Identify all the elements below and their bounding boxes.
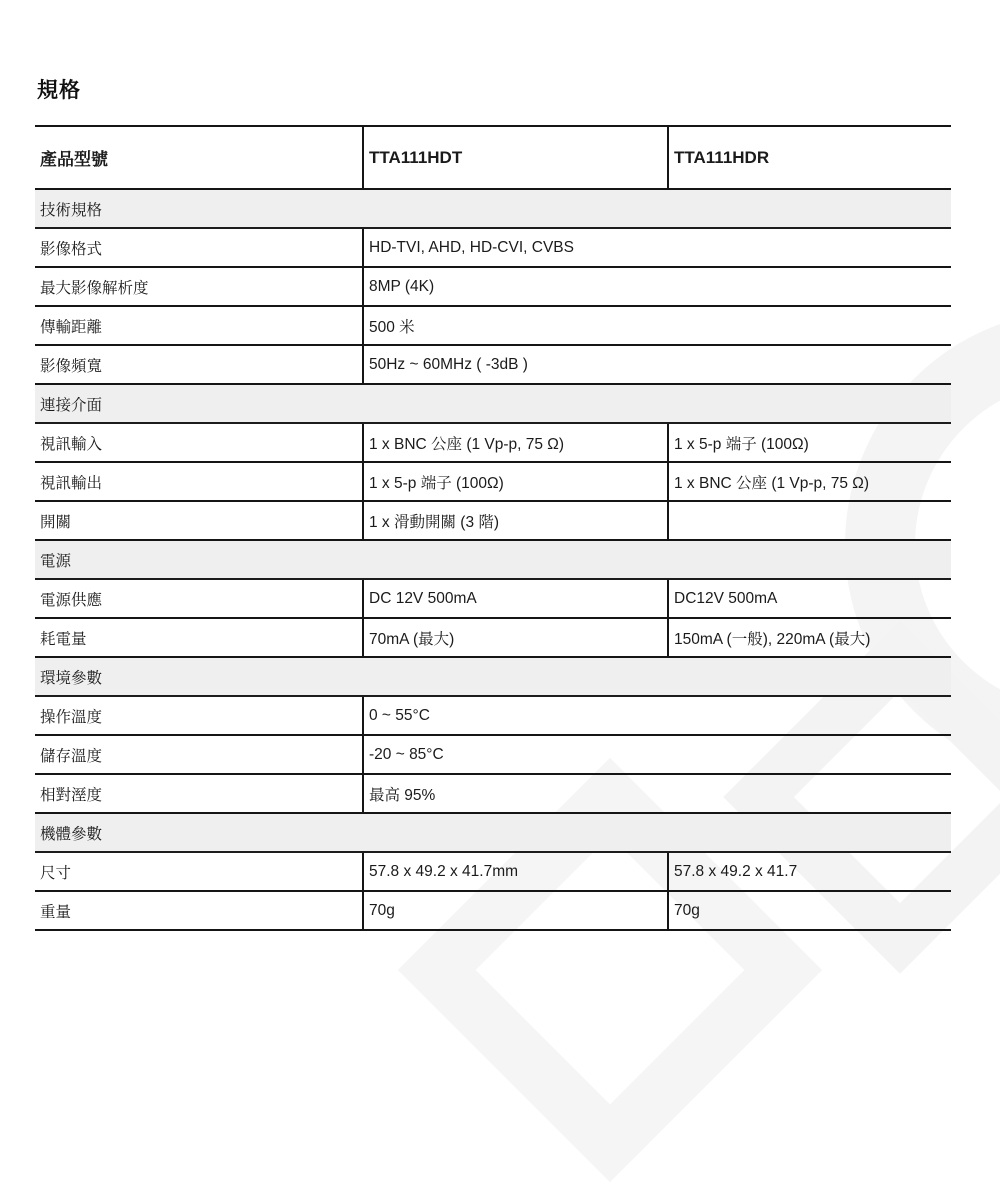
spec-value-tta111hdr: DC12V 500mA bbox=[667, 580, 951, 617]
spec-table bbox=[35, 125, 951, 931]
spec-value-tta111hdr: 70g bbox=[667, 892, 951, 929]
spec-table-body bbox=[35, 190, 951, 931]
spec-value-tta111hdt: 1 x BNC 公座 (1 Vp-p, 75 Ω) bbox=[362, 424, 667, 461]
spec-label: 重量 bbox=[40, 903, 72, 921]
spec-value-shared: HD-TVI, AHD, HD-CVI, CVBS bbox=[362, 229, 951, 266]
spec-label: 相對溼度 bbox=[40, 786, 103, 804]
spec-value-tta111hdt: 57.8 x 49.2 x 41.7mm bbox=[362, 853, 667, 890]
spec-row bbox=[35, 463, 951, 502]
spec-label: 電源供應 bbox=[40, 591, 103, 609]
header-model-tta111hdr: TTA111HDR bbox=[667, 127, 951, 188]
header-model-tta111hdt: TTA111HDT bbox=[362, 127, 667, 188]
spec-row bbox=[35, 268, 951, 307]
section-row bbox=[35, 190, 951, 229]
spec-label: 儲存溫度 bbox=[40, 747, 103, 765]
section-row bbox=[35, 541, 951, 580]
section-row bbox=[35, 658, 951, 697]
spec-value-tta111hdr: 57.8 x 49.2 x 41.7 bbox=[667, 853, 951, 890]
section-row bbox=[35, 814, 951, 853]
spec-value-tta111hdr: 1 x BNC 公座 (1 Vp-p, 75 Ω) bbox=[667, 463, 951, 500]
spec-label: 操作溫度 bbox=[40, 708, 103, 726]
spec-row bbox=[35, 736, 951, 775]
spec-label: 傳輸距離 bbox=[40, 318, 103, 336]
section-label: 連接介面 bbox=[35, 385, 951, 422]
spec-row bbox=[35, 229, 951, 268]
spec-label: 開關 bbox=[40, 513, 72, 531]
spec-value-shared: 8MP (4K) bbox=[362, 268, 951, 305]
spec-value-shared: 50Hz ~ 60MHz ( -3dB ) bbox=[362, 346, 951, 383]
spec-row bbox=[35, 580, 951, 619]
section-row bbox=[35, 385, 951, 424]
spec-label: 影像格式 bbox=[40, 240, 103, 258]
spec-value-tta111hdt: 70g bbox=[362, 892, 667, 929]
spec-value-tta111hdr: 1 x 5-p 端子 (100Ω) bbox=[667, 424, 951, 461]
spec-value-shared: -20 ~ 85°C bbox=[362, 736, 951, 773]
spec-label: 耗電量 bbox=[40, 630, 87, 648]
spec-label: 視訊輸出 bbox=[40, 474, 103, 492]
section-label: 技術規格 bbox=[35, 190, 951, 227]
spec-row bbox=[35, 346, 951, 385]
spec-label: 視訊輸入 bbox=[40, 435, 103, 453]
spec-row bbox=[35, 853, 951, 892]
spec-value-tta111hdt: DC 12V 500mA bbox=[362, 580, 667, 617]
spec-value-tta111hdt: 1 x 滑動開關 (3 階) bbox=[362, 502, 667, 539]
section-label: 機體參數 bbox=[35, 814, 951, 851]
spec-value-shared: 500 米 bbox=[362, 307, 951, 344]
spec-value-shared: 0 ~ 55°C bbox=[362, 697, 951, 734]
spec-value-tta111hdr bbox=[667, 502, 951, 539]
spec-row bbox=[35, 697, 951, 736]
spec-value-tta111hdt: 1 x 5-p 端子 (100Ω) bbox=[362, 463, 667, 500]
spec-row bbox=[35, 502, 951, 541]
table-header-row bbox=[35, 127, 951, 190]
spec-label: 最大影像解析度 bbox=[40, 279, 149, 297]
spec-row bbox=[35, 307, 951, 346]
spec-label: 尺寸 bbox=[40, 864, 72, 882]
section-label: 環境參數 bbox=[35, 658, 951, 695]
spec-value-tta111hdt: 70mA (最大) bbox=[362, 619, 667, 656]
spec-row bbox=[35, 892, 951, 931]
page-title: 規格 bbox=[37, 79, 81, 102]
spec-row bbox=[35, 775, 951, 814]
spec-value-shared: 最高 95% bbox=[362, 775, 951, 812]
spec-value-tta111hdr: 150mA (一般), 220mA (最大) bbox=[667, 619, 951, 656]
spec-row bbox=[35, 619, 951, 658]
header-product-model-label: 產品型號 bbox=[40, 150, 108, 169]
section-label: 電源 bbox=[35, 541, 951, 578]
spec-row bbox=[35, 424, 951, 463]
spec-label: 影像頻寬 bbox=[40, 357, 103, 375]
